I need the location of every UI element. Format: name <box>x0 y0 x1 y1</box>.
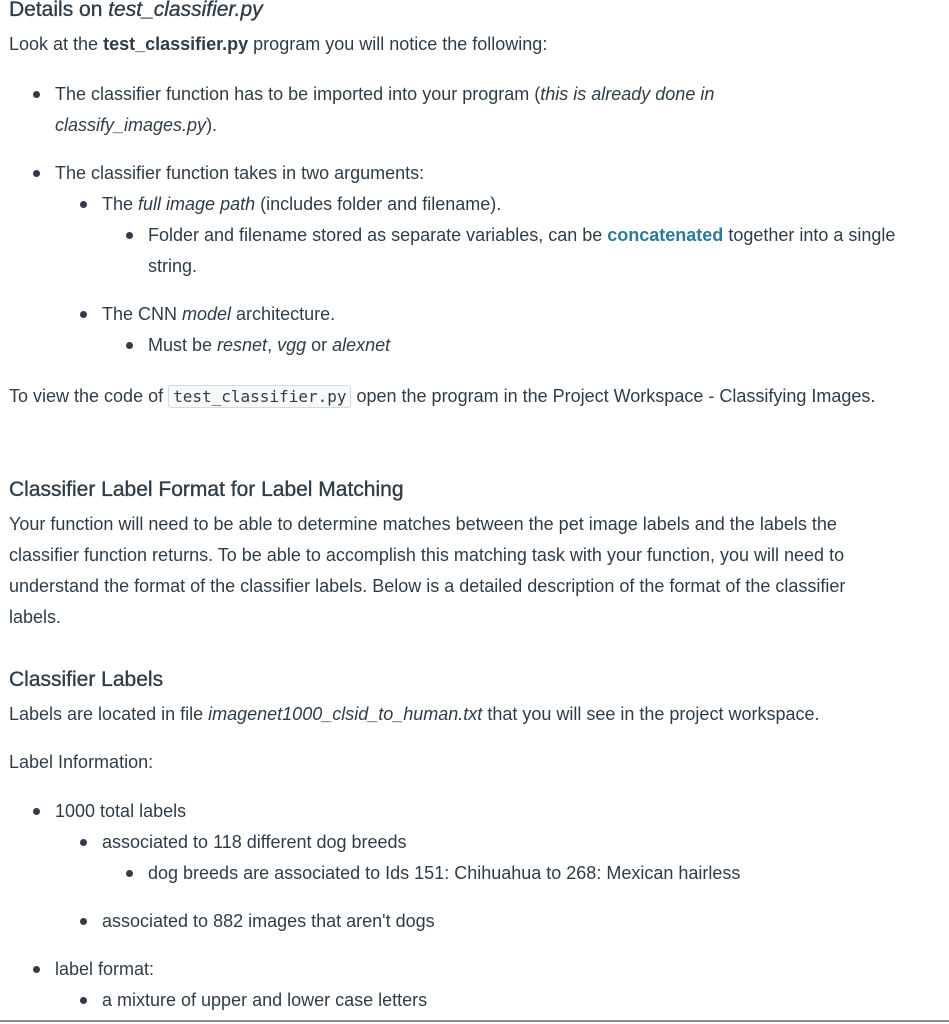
label-format-sublist <box>55 985 909 1016</box>
label-format-heading: Classifier Label Format for Label Matching <box>9 478 404 501</box>
bottom-divider <box>0 1020 949 1022</box>
list-item-label-format: label format: a mixture of upper and lower case letters <box>55 954 909 1016</box>
cnn-model-sublist <box>102 330 909 361</box>
labels-location: Labels are located in file imagenet1000_clsid_to_human.txt that you will see in the project workspace. <box>9 704 820 724</box>
list-item-arguments: The classifier function takes in two arguments: The full image path (includes folder and filename). Folder and filename stored as separate variables, can be concatenated together into a single string. The CNN model architecture. Must be resnet, vgg or alexnet <box>55 158 909 361</box>
details-intro-filename: test_classifier.py <box>103 34 249 54</box>
label-format-body: Your function will need to be able to determine matches between the pet image labels and the labels the classifier function returns. To be able to accomplish this matching task with your function, you will need to understand the format of the classifier labels. Below is a detailed description of the format of the classifier labels. <box>9 514 846 627</box>
concatenated-link[interactable]: concatenated <box>607 225 724 245</box>
dog-breeds-sublist <box>102 858 909 889</box>
details-heading <box>9 0 939 22</box>
list-item-non-dogs: associated to 882 images that aren't dogs <box>102 906 909 937</box>
list-item-dog-ids: dog breeds are associated to Ids 151: Chihuahua to 268: Mexican hairless <box>148 858 909 889</box>
list-item-dog-breeds: associated to 118 different dog breeds dog breeds are associated to Ids 151: Chihuahua to 268: Mexican hairless <box>102 827 909 889</box>
details-heading-filename: test_classifier.py <box>108 0 263 21</box>
details-intro: Look at the test_classifier.py program you will notice the following: <box>9 34 548 54</box>
test-classifier-code: test_classifier.py <box>168 385 351 408</box>
list-item-model-options: Must be resnet, vgg or alexnet <box>148 330 909 361</box>
list-item-cnn-model: The CNN model architecture. Must be resnet, vgg or alexnet <box>102 299 909 361</box>
labels-filename: imagenet1000_clsid_to_human.txt <box>208 704 483 724</box>
full-image-path-sublist <box>102 220 909 282</box>
list-item-full-image-path: The full image path (includes folder and filename). Folder and filename stored as separate variables, can be concatenated together into a single string. <box>102 189 909 282</box>
arguments-sublist <box>55 189 909 361</box>
view-code-paragraph: To view the code of test_classifier.py open the program in the Project Workspace - Classifying Images. <box>9 386 876 406</box>
details-bullet-list <box>9 79 909 361</box>
label-information: Label Information: <box>9 752 154 772</box>
list-item-import: The classifier function has to be imported into your program (this is already done in classify_images.py). <box>55 79 795 141</box>
list-item-folder-filename: Folder and filename stored as separate variables, can be concatenated together into a single string. <box>148 220 903 282</box>
classifier-labels-heading: Classifier Labels <box>9 668 164 691</box>
list-item-mixed-case: a mixture of upper and lower case letters <box>102 985 909 1016</box>
details-heading-prefix: Details on <box>9 0 109 21</box>
list-item-total-labels: 1000 total labels associated to 118 different dog breeds dog breeds are associated to Ids 151: Chihuahua to 268: Mexican hairless associated to 882 images that aren't dogs <box>55 796 909 937</box>
label-info-list <box>9 796 909 1016</box>
total-labels-sublist <box>55 827 909 937</box>
